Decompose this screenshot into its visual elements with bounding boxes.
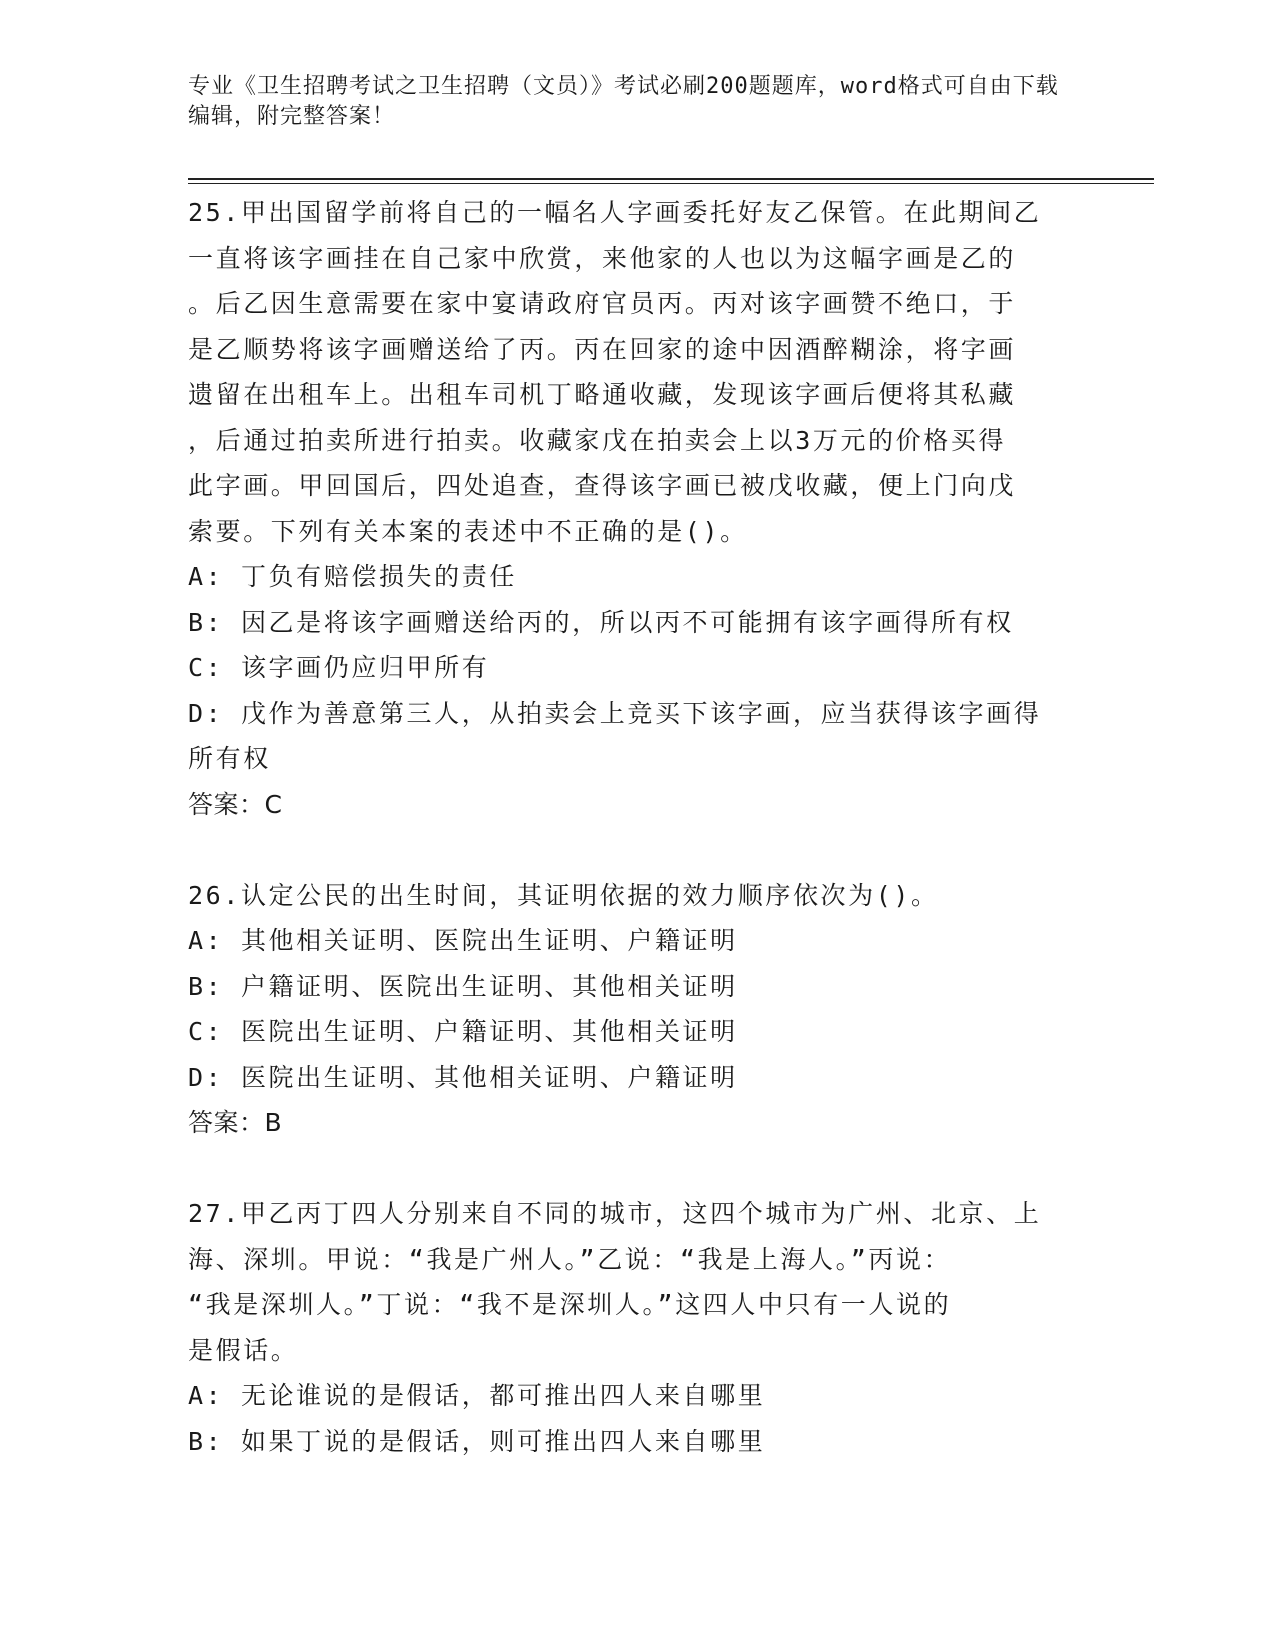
option-b: B: 因乙是将该字画赠送给丙的，所以丙不可能拥有该字画得所有权 — [188, 607, 1014, 637]
option-d: D: 戊作为善意第三人，从拍卖会上竞买下该字画，应当获得该字画得 — [188, 698, 1042, 728]
question-stem-line: 25.甲出国留学前将自己的一幅名人字画委托好友乙保管。在此期间乙 — [188, 198, 1042, 227]
question-stem-line: 27.甲乙丙丁四人分别来自不同的城市，这四个城市为广州、北京、上 — [188, 1199, 1042, 1228]
option-a: A: 其他相关证明、医院出生证明、户籍证明 — [188, 926, 738, 955]
question-list — [188, 190, 1078, 1464]
question-stem-line: “我是深圳人。”丁说：“我不是深圳人。”这四人中只有一人说的 — [188, 1290, 952, 1319]
question-stem-line: 是乙顺势将该字画赠送给了丙。丙在回家的途中因酒醉糊涂，将字画 — [188, 334, 1017, 364]
option-a: A: 丁负有赔偿损失的责任 — [188, 562, 517, 591]
document-header — [188, 72, 1078, 132]
question-stem-line: 。后乙因生意需要在家中宴请政府官员丙。丙对该字画赞不绝口，于 — [188, 289, 1017, 318]
answer-line: 答案：B — [188, 1108, 283, 1137]
question-stem-line: 26.认定公民的出生时间，其证明依据的效力顺序依次为()。 — [188, 880, 939, 910]
answer-line: 答案：C — [188, 789, 283, 819]
question-26 — [188, 873, 1078, 1146]
question-spacer — [188, 827, 1078, 873]
header-text: 专业《卫生招聘考试之卫生招聘（文员）》考试必刷200题题库，word格式可自由下载编辑，附完整答案！ — [188, 74, 1059, 129]
header-rule-thick — [188, 178, 1154, 180]
question-stem-line: 海、深圳。甲说：“我是广州人。”乙说：“我是上海人。”丙说： — [188, 1244, 952, 1274]
option-d: D: 医院出生证明、其他相关证明、户籍证明 — [188, 1062, 738, 1092]
question-stem-line: ，后通过拍卖所进行拍卖。收藏家戊在拍卖会上以3万元的价格买得 — [188, 425, 1007, 455]
option-d-continued: 所有权 — [188, 744, 271, 773]
option-b: B: 户籍证明、医院出生证明、其他相关证明 — [188, 971, 738, 1001]
option-a: A: 无论谁说的是假话，都可推出四人来自哪里 — [188, 1381, 766, 1410]
option-c: C: 该字画仍应归甲所有 — [188, 653, 490, 682]
question-27 — [188, 1191, 1078, 1464]
question-25 — [188, 190, 1078, 827]
question-stem-line: 此字画。甲回国后，四处追查，查得该字画已被戊收藏，便上门向戊 — [188, 471, 1017, 500]
question-stem-line: 是假话。 — [188, 1335, 299, 1365]
question-spacer — [188, 1146, 1078, 1192]
question-stem-line: 索要。下列有关本案的表述中不正确的是()。 — [188, 516, 748, 546]
header-rule-thin — [188, 183, 1154, 184]
question-stem-line: 一直将该字画挂在自己家中欣赏，来他家的人也以为这幅字画是乙的 — [188, 243, 1017, 273]
option-c: C: 医院出生证明、户籍证明、其他相关证明 — [188, 1017, 738, 1046]
question-stem-line: 遗留在出租车上。出租车司机丁略通收藏，发现该字画后便将其私藏 — [188, 380, 1017, 409]
option-b: B: 如果丁说的是假话，则可推出四人来自哪里 — [188, 1426, 766, 1456]
